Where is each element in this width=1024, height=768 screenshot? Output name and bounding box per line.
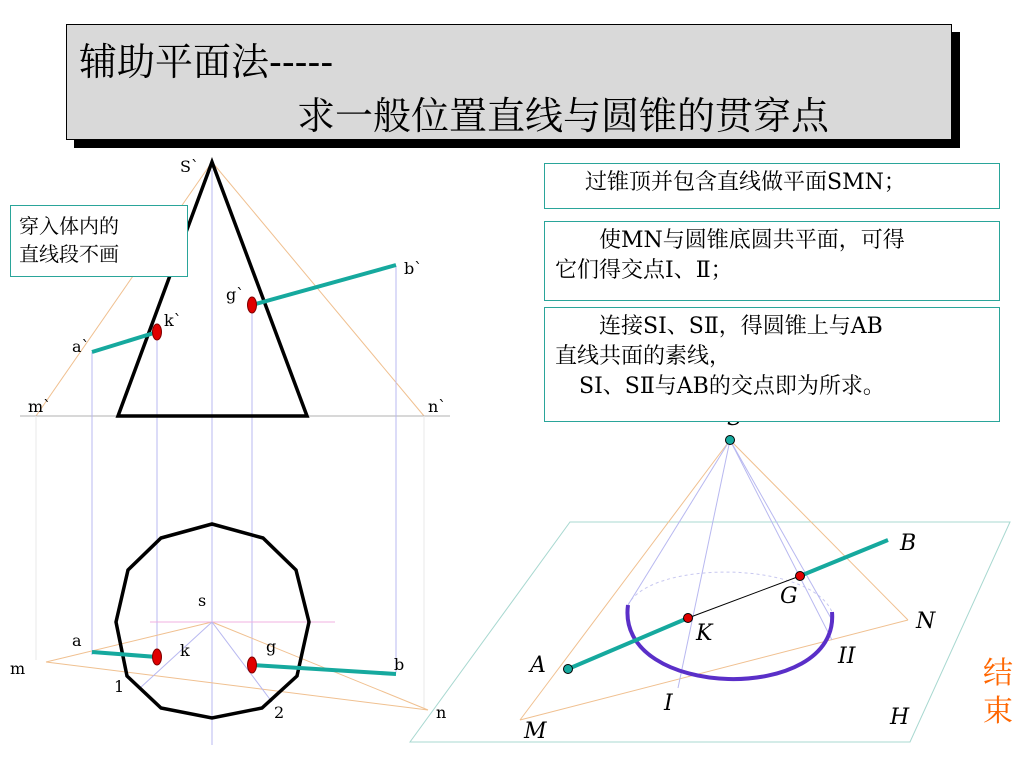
pic-line-gb bbox=[800, 540, 888, 576]
label-front-s: S` bbox=[180, 157, 199, 176]
pic-cone-right-edge bbox=[730, 440, 832, 640]
note-hidden-segment bbox=[10, 205, 188, 277]
label-pic-g: G bbox=[780, 584, 798, 609]
label-top-n: n bbox=[436, 703, 447, 722]
label-pic-k: K bbox=[696, 621, 713, 646]
end-button[interactable] bbox=[978, 655, 1018, 731]
pic-mn-line bbox=[520, 620, 908, 720]
top-line-ak bbox=[92, 652, 157, 657]
label-front-b: b` bbox=[404, 259, 423, 278]
label-top-g: g bbox=[266, 637, 277, 656]
label-front-k: k` bbox=[164, 311, 182, 330]
step-2-box bbox=[544, 221, 1000, 301]
pic-point-g bbox=[796, 572, 805, 581]
title-line-2: 求一般位置直线与圆锥的贯穿点 bbox=[297, 94, 830, 138]
label-front-m: m` bbox=[28, 397, 52, 416]
end-button-char-2: 束 bbox=[983, 694, 1013, 729]
step-3-line-3: SⅠ、SⅡ与AB的交点即为所求。 bbox=[579, 374, 885, 399]
top-mn-line bbox=[46, 662, 428, 710]
label-pic-i: I bbox=[664, 691, 673, 716]
label-top-s: s bbox=[198, 591, 207, 610]
pic-sm-line bbox=[520, 440, 730, 720]
note-left-line-2: 直线段不画 bbox=[19, 242, 119, 266]
title-line-1: 辅助平面法----- bbox=[79, 40, 334, 84]
step-1-box bbox=[544, 163, 1000, 209]
label-top-a: a bbox=[72, 631, 82, 650]
pic-point-a bbox=[564, 665, 573, 674]
label-pic-n: N bbox=[916, 609, 936, 634]
label-pic-a: A bbox=[530, 653, 546, 678]
label-top-1: 1 bbox=[114, 677, 125, 696]
top-line-gb bbox=[252, 665, 396, 674]
step-3-line-1: 连接SⅠ、SⅡ，得圆锥上与AB bbox=[599, 314, 883, 339]
label-pic-ii: II bbox=[838, 644, 856, 669]
end-button-char-1: 结 bbox=[983, 656, 1013, 691]
front-sm-line bbox=[36, 162, 212, 416]
label-front-a: a` bbox=[72, 337, 90, 356]
step-2-line-2: 它们得交点Ⅰ、Ⅱ； bbox=[555, 258, 733, 283]
pic-generatrix-s1 bbox=[678, 440, 730, 688]
step-3-box bbox=[544, 307, 1000, 422]
top-point-g bbox=[248, 657, 257, 673]
label-top-2: 2 bbox=[274, 703, 285, 722]
step-3-line-2: 直线共面的素线， bbox=[555, 344, 732, 369]
label-front-g: g` bbox=[226, 285, 245, 304]
label-pic-b: B bbox=[900, 531, 917, 556]
label-top-b: b bbox=[394, 655, 405, 674]
pic-point-k bbox=[684, 614, 693, 623]
pic-base-front-arc bbox=[627, 605, 832, 679]
top-point-k bbox=[153, 649, 162, 665]
front-point-g bbox=[248, 297, 257, 313]
note-left-line-1: 穿入体内的 bbox=[19, 214, 119, 238]
pic-point-s bbox=[726, 436, 735, 445]
pic-sn-line bbox=[730, 440, 908, 620]
label-front-n: n` bbox=[428, 397, 447, 416]
label-pic-h: H bbox=[890, 705, 910, 730]
label-top-k: k bbox=[180, 641, 190, 660]
front-point-k bbox=[153, 324, 162, 340]
front-line-gb bbox=[252, 265, 396, 305]
label-pic-m: M bbox=[524, 719, 547, 744]
label-top-m: m bbox=[10, 659, 26, 678]
step-2-line-1: 使MN与圆锥底圆共平面，可得 bbox=[599, 228, 905, 253]
step-1-text: 过锥顶并包含直线做平面SMN； bbox=[585, 170, 906, 195]
